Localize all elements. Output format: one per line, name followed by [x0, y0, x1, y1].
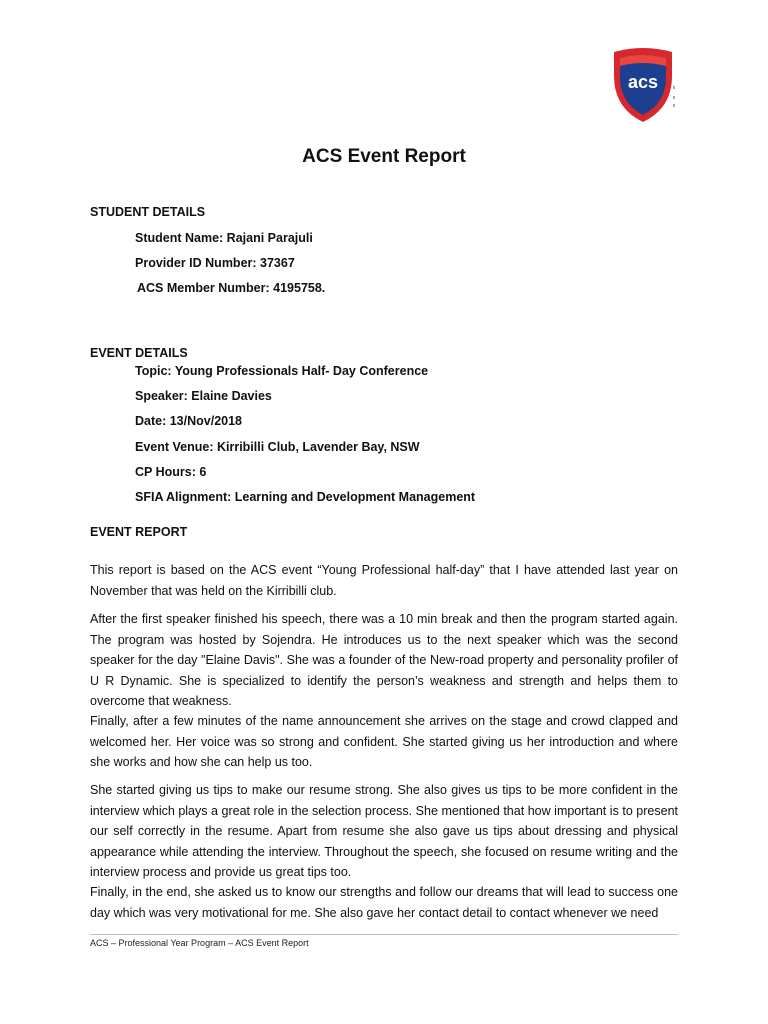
report-paragraph: This report is based on the ACS event “Young Professional half-day” that I have attended last year on November that was held on the Kirribilli club.	[90, 563, 678, 598]
report-paragraph: She started giving us tips to make our resume strong. She also gives us tips to be more confident in the interview which plays a great role in the selection process. She mentioned that how important is to present our self correctly in the resume. Apart from resume she also gave us tips about dressing and physical appearance while attending the interview. Throughout the speech, she focused on resume writing and the interview process and provide us great tips too.	[90, 783, 678, 879]
event-date: Date: 13/Nov/2018	[135, 414, 243, 428]
page-title: ACS Event Report	[302, 146, 466, 167]
logo-text: acs	[627, 72, 659, 92]
report-paragraph: After the first speaker finished his speech, there was a 10 min break and then the program started again. The program was hosted by Sojendra. He introduces us to the next speaker which was the second speaker for the day "Elaine Davis". She was a founder of the New-road property and personality profiler of U R Dynamic. She is specialized to identify the person’s weakness and strength and helps them to overcome that weakness.	[90, 612, 678, 708]
event-venue: Event Venue: Kirribilli Club, Lavender Bay, NSW	[135, 440, 420, 454]
student-details-heading: STUDENT DETAILS	[90, 205, 206, 219]
event-speaker: Speaker: Elaine Davies	[135, 389, 272, 403]
student-name: Student Name: Rajani Parajuli	[135, 231, 313, 245]
event-topic: Topic: Young Professionals Half- Day Conference	[135, 364, 429, 378]
event-cp-hours: CP Hours: 6	[135, 465, 207, 479]
report-paragraph: Finally, after a few minutes of the name announcement she arrives on the stage and crowd clapped and welcomed her. Her voice was so strong and confident. She started giving us her introduction and where she works and how she can help us too.	[90, 714, 678, 769]
event-sfia: SFIA Alignment: Learning and Development Management	[135, 490, 476, 504]
event-report-heading: EVENT REPORT	[90, 525, 188, 539]
footer-divider	[90, 934, 678, 935]
page-footer: ACS – Professional Year Program – ACS Event Report	[90, 938, 309, 948]
event-details-heading: EVENT DETAILS	[90, 346, 188, 360]
acs-member-number: ACS Member Number: 4195758.	[137, 281, 326, 295]
provider-id: Provider ID Number: 37367	[135, 256, 295, 270]
report-paragraph: Finally, in the end, she asked us to know our strengths and follow our dreams that will lead to success one day which was very motivational for me. She also gave her contact detail to contact whenever we need	[90, 885, 678, 920]
acs-shield-logo-icon	[610, 46, 676, 124]
